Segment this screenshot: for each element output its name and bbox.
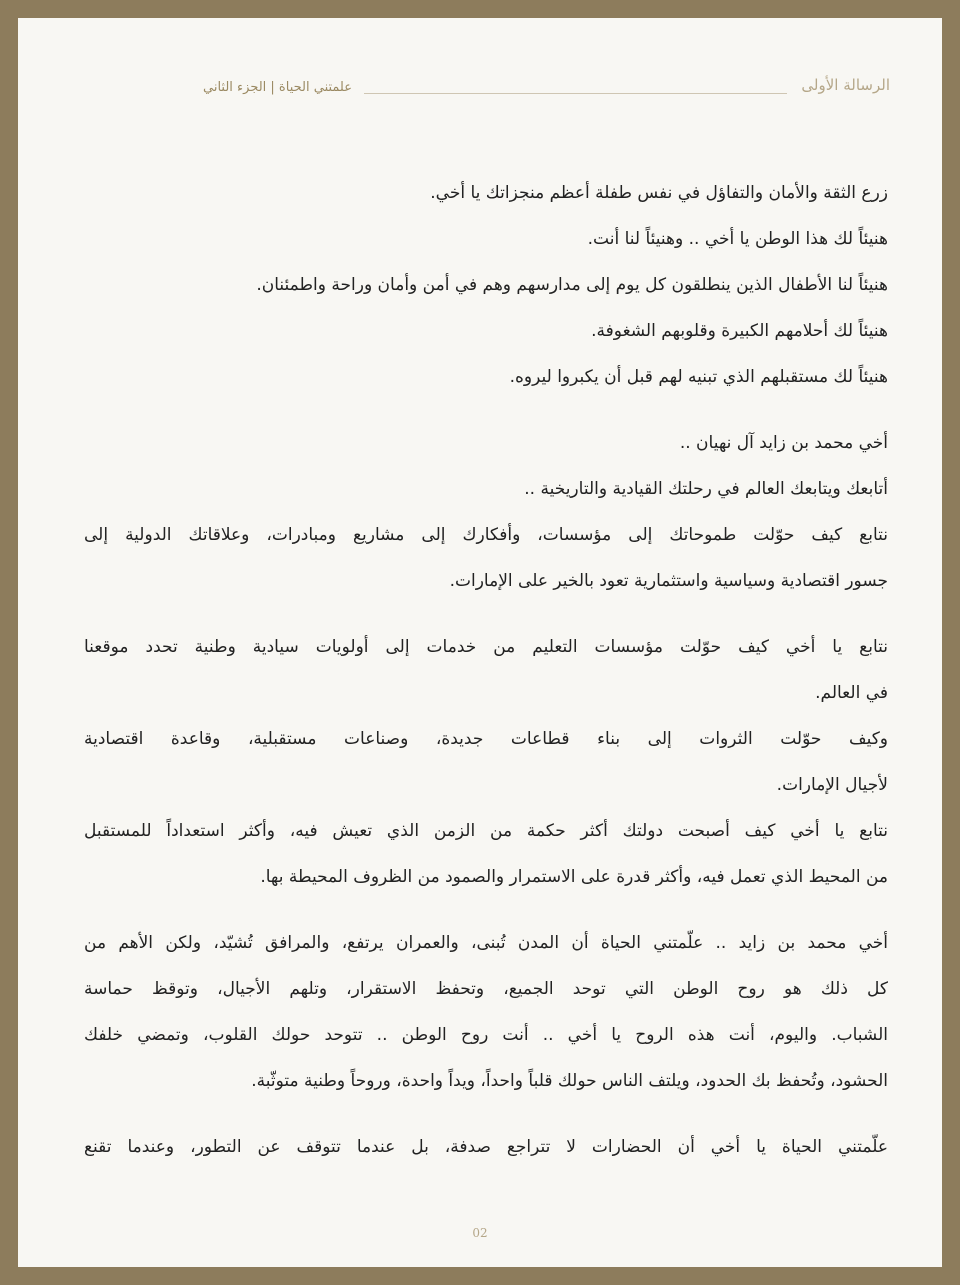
text-line: في العالم. — [815, 683, 888, 703]
text-line: أخي محمد بن زايد آل نهيان .. — [679, 433, 888, 453]
text-line: هنيئاً لنا الأطفال الذين ينطلقون كل يوم إلى مدارسهم وهم في أمن وأمان وراحة واطمئنان. — [256, 275, 888, 295]
text-line: لأجيال الإمارات. — [776, 775, 888, 795]
paragraph — [84, 170, 888, 400]
page-header — [18, 18, 942, 138]
text-line: من المحيط الذي تعمل فيه، وأكثر قدرة على الاستمرار والصمود من الظروف المحيطة بها. — [260, 867, 888, 887]
paragraph — [84, 1124, 888, 1170]
paragraph — [84, 624, 888, 900]
text-line: أخي محمد بن زايد .. علّمتني الحياة أن المدن تُبنى، والعمران يرتفع، والمرافق تُشيّد، ولكن الأهم من — [84, 933, 888, 953]
text-line: علّمتني الحياة يا أخي أن الحضارات لا تتراجع صدفة، بل عندما تتوقف عن التطور، وعندما تقنع — [84, 1137, 888, 1157]
page-number: 02 — [472, 1226, 488, 1240]
text-line: هنيئاً لك مستقبلهم الذي تبنيه لهم قبل أن يكبروا ليروه. — [509, 367, 888, 387]
text-line: زرع الثقة والأمان والتفاؤل في نفس طفلة أعظم منجزاتك يا أخي. — [430, 183, 888, 203]
text-line: هنيئاً لك هذا الوطن يا أخي .. وهنيئاً لنا أنت. — [587, 229, 888, 249]
paragraph-gap — [84, 400, 888, 420]
letter-body — [84, 170, 888, 1170]
document-page — [18, 18, 942, 1267]
paragraph-gap — [84, 604, 888, 624]
logo — [84, 58, 196, 118]
text-line: الحشود، وتُحفظ بك الحدود، ويلتف الناس حولك قلباً واحداً، ويداً واحدة، وروحاً وطنية متوثّبة. — [251, 1071, 888, 1091]
text-line: كل ذلك هو روح الوطن التي توحد الجميع، وتحفظ الاستقرار، وتلهم الأجيال، وتوقظ حماسة — [84, 979, 888, 999]
paragraph — [84, 420, 888, 604]
paragraph-gap — [84, 900, 888, 920]
text-line: هنيئاً لك أحلامهم الكبيرة وقلوبهم الشغوفة. — [591, 321, 888, 341]
text-line: الشباب. واليوم، أنت هذه الروح يا أخي .. أنت روح الوطن .. تتوحد حولك القلوب، وتمضي خلفك — [84, 1025, 888, 1045]
text-line: وكيف حوّلت الثروات إلى بناء قطاعات جديدة، وصناعات مستقبلية، وقاعدة اقتصادية — [84, 729, 888, 749]
text-line: نتابع يا أخي كيف حوّلت مؤسسات التعليم من خدمات إلى أولويات سيادية وطنية تحدد موقعنا — [84, 637, 888, 657]
header-divider — [364, 93, 787, 94]
chapter-title: الرسالة الأولى — [801, 76, 890, 94]
paragraph-gap — [84, 1104, 888, 1124]
paragraph — [84, 920, 888, 1104]
text-line: نتابع كيف حوّلت طموحاتك إلى مؤسسات، وأفكارك إلى مشاريع ومبادرات، وعلاقاتك الدولية إلى — [84, 525, 888, 545]
text-line: جسور اقتصادية وسياسية واستثمارية تعود بالخير على الإمارات. — [449, 571, 888, 591]
text-line: نتابع يا أخي كيف أصبحت دولتك أكثر حكمة من الزمن الذي تعيش فيه، وأكثر استعداداً للمستقبل — [84, 821, 888, 841]
text-line: أتابعك ويتابعك العالم في رحلتك القيادية والتاريخية .. — [524, 479, 888, 499]
book-subtitle: علمتني الحياة | الجزء الثاني — [203, 80, 352, 95]
